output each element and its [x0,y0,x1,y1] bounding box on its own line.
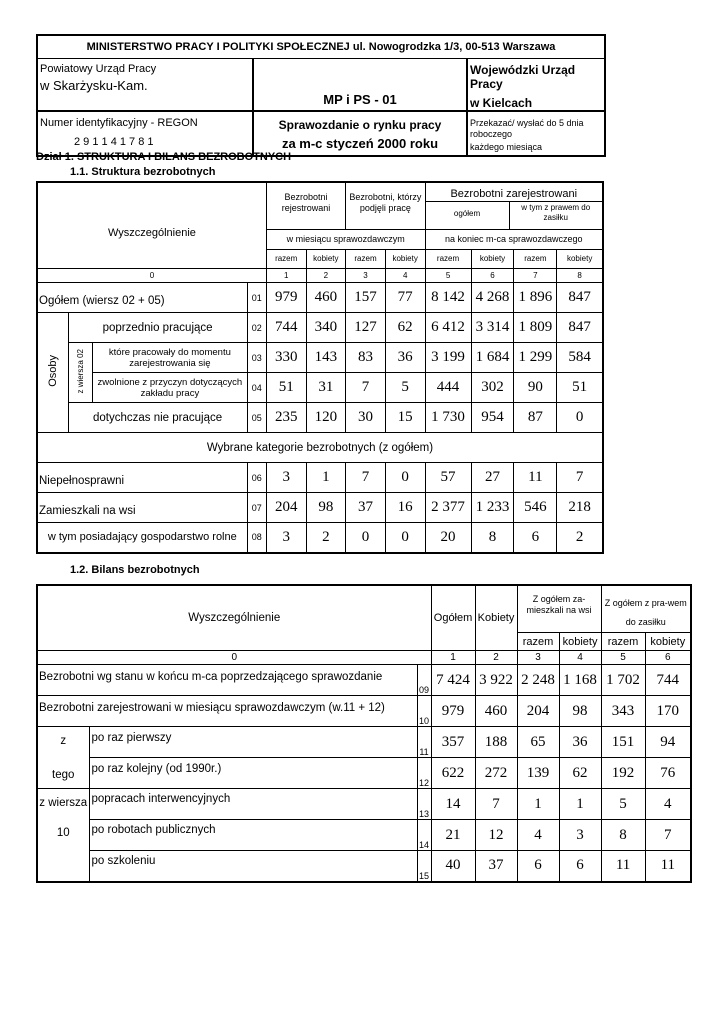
z-wiersza-side-label [68,343,93,403]
row-label: po szkoleniu [89,851,417,882]
cell: 0 [385,463,425,493]
cell: 3 [266,523,306,553]
cell: 5 [601,789,645,820]
cell: 143 [306,343,346,373]
send-note-cell [467,111,605,156]
cell: 98 [559,696,601,727]
row-code: 01 [247,283,266,313]
cell: 62 [559,758,601,789]
row-label: Ogółem (wiersz 02 + 05) [37,283,247,313]
cell: 20 [425,523,471,553]
cell: 218 [557,493,603,523]
cell: 16 [385,493,425,523]
cell: 8 [601,820,645,851]
table-row [37,373,603,403]
row-label: poprzednio pracujące [68,313,247,343]
send-note-2: każdego miesiąca [470,141,543,152]
cell: 94 [645,727,691,758]
row-label: zwolnione z przyczyn dotyczących zakładu pracy [93,373,247,403]
z-wiersza-text: z wiersza [39,797,88,809]
cell: 5 [385,373,425,403]
h-kobiety: kobiety [471,250,514,269]
cell: 1 684 [471,343,514,373]
table-row [37,727,691,758]
row-label: Bezrobotni zarejestrowani w miesiącu sprawozdawczym (w.11 + 12) [37,696,417,727]
h-kobiety: kobiety [559,633,601,651]
table-row [37,820,691,851]
section-1-2-title: 1.2. Bilans bezrobotnych [70,564,200,576]
cell: 546 [514,493,557,523]
cell: 151 [601,727,645,758]
cell: 1 [517,789,559,820]
z-wiersza-side-label [37,789,89,882]
cell: 1 168 [559,665,601,696]
voivodeship-city: w Kielcach [470,95,533,110]
cell: 6 412 [425,313,471,343]
row-label: dotychczas nie pracujące [68,403,247,433]
cell: 51 [266,373,306,403]
cell: 979 [431,696,475,727]
col-number: 3 [517,651,559,665]
cell: 21 [431,820,475,851]
cell: 622 [431,758,475,789]
cell: 979 [266,283,306,313]
office-label: Powiatowy Urząd Pracy [40,62,157,75]
cell: 31 [306,373,346,403]
row-code: 09 [417,665,431,696]
office-cell [37,58,253,111]
cell: 1 299 [514,343,557,373]
table-row [37,343,603,373]
row-label: które pracowały do momentu zarejestrowania się [93,343,247,373]
cell: 584 [557,343,603,373]
row-label: Zamieszkali na wsi [37,493,247,523]
cell: 1 730 [425,403,471,433]
cell: 3 [266,463,306,493]
cell: 120 [306,403,346,433]
row-code: 11 [417,727,431,758]
cell: 3 199 [425,343,471,373]
cell: 272 [475,758,517,789]
z-wiersza-text: z wiersza 02 [75,349,85,394]
col-number: 6 [645,651,691,665]
z-tego-side-label [37,727,89,789]
cell: 7 [346,463,386,493]
table-row [37,523,603,553]
col-number: 1 [431,651,475,665]
cell: 15 [385,403,425,433]
table-row [37,696,691,727]
cell: 0 [346,523,386,553]
cell: 192 [601,758,645,789]
cell: 11 [514,463,557,493]
cell: 744 [645,665,691,696]
cell: 1 [559,789,601,820]
cell: 7 [475,789,517,820]
cell: 4 268 [471,283,514,313]
table-row [37,789,691,820]
row-code: 03 [247,343,266,373]
column-numbers [37,651,691,665]
col-number: 2 [306,269,346,283]
selected-categories-heading: Wybrane kategorie bezrobotnych (z ogółem) [37,433,603,463]
cell: 83 [346,343,386,373]
form-code: MP i PS - 01 [253,58,467,111]
cell: 11 [601,851,645,882]
cell: 11 [645,851,691,882]
cell: 7 [645,820,691,851]
table-row [37,313,603,343]
z-text: z [60,734,67,747]
cell: 460 [475,696,517,727]
regon-value: 2 9 1 1 4 1 7 8 1 [74,135,154,148]
h-started-work: Bezrobotni, którzy podjęli pracę [346,182,425,230]
h-kobiety: kobiety [645,633,691,651]
col-number: 8 [557,269,603,283]
cell: 36 [559,727,601,758]
cell: 77 [385,283,425,313]
row-label: po robotach publicznych [89,820,417,851]
report-header [36,34,606,157]
row-code: 15 [417,851,431,882]
regon-label: Numer identyfikacyjny - REGON [40,116,198,129]
cell: 343 [601,696,645,727]
cell: 98 [306,493,346,523]
cell: 37 [346,493,386,523]
report-title-cell [253,111,467,156]
h-benefit: Z ogółem z pra-wem do zasiłku [601,585,691,633]
cell: 76 [645,758,691,789]
cell: 1 809 [514,313,557,343]
cell: 0 [385,523,425,553]
row-code: 07 [247,493,266,523]
col-desc: Wyszczególnienie [37,182,266,269]
balance-table [36,584,692,883]
cell: 62 [385,313,425,343]
cell: 2 [557,523,603,553]
row-code: 12 [417,758,431,789]
cell: 744 [266,313,306,343]
cell: 460 [306,283,346,313]
row-code: 08 [247,523,266,553]
cell: 1 702 [601,665,645,696]
row-label: popracach interwencyjnych [89,789,417,820]
cell: 7 [346,373,386,403]
cell: 340 [306,313,346,343]
cell: 170 [645,696,691,727]
h-rural: Z ogółem za-mieszkali na wsi [517,585,601,633]
cell: 847 [557,283,603,313]
cell: 2 377 [425,493,471,523]
cell: 847 [557,313,603,343]
cell: 3 922 [475,665,517,696]
col-number: 0 [37,651,431,665]
h-razem: razem [514,250,557,269]
section-1-title: Dział 1. STRUKTURA I BILANS BEZROBOTNYCH [36,151,292,163]
cell: 40 [431,851,475,882]
h-razem: razem [517,633,559,651]
cell: 8 142 [425,283,471,313]
table-row [37,665,691,696]
cell: 3 [559,820,601,851]
cell: 12 [475,820,517,851]
cell: 6 [559,851,601,882]
regon-cell [37,111,253,156]
office-city: w Skarżysku-Kam. [40,77,148,93]
column-numbers [37,269,603,283]
cell: 954 [471,403,514,433]
row-label: po raz kolejny (od 1990r.) [89,758,417,789]
h-women: Kobiety [475,585,517,651]
row-code: 13 [417,789,431,820]
section-1-1-title: 1.1. Struktura bezrobotnych [70,166,216,178]
h-registered-end-cell [425,182,603,230]
col-number: 4 [559,651,601,665]
table-row [37,463,603,493]
row-label: w tym posiadający gospodarstwo rolne [37,523,247,553]
cell: 235 [266,403,306,433]
cell: 204 [266,493,306,523]
cell: 444 [425,373,471,403]
h-razem: razem [601,633,645,651]
table-row [37,283,603,313]
cell: 302 [471,373,514,403]
row-label: po raz pierwszy [89,727,417,758]
col-number: 1 [266,269,306,283]
cell: 1 896 [514,283,557,313]
cell: 51 [557,373,603,403]
cell: 357 [431,727,475,758]
cell: 139 [517,758,559,789]
ministry-line: MINISTERSTWO PRACY I POLITYKI SPOŁECZNEJ ul. Nowogrodzka 1/3, 00-513 Warszawa [37,35,605,58]
row-code: 06 [247,463,266,493]
col-number: 3 [346,269,386,283]
table-row [37,403,603,433]
h-razem: razem [425,250,471,269]
cell: 14 [431,789,475,820]
cell: 6 [517,851,559,882]
h-razem: razem [266,250,306,269]
voivodeship-office: Wojewódzki Urząd Pracy [470,62,576,91]
cell: 90 [514,373,557,403]
table-row [37,758,691,789]
cell: 2 248 [517,665,559,696]
cell: 2 [306,523,346,553]
col-number: 2 [475,651,517,665]
h-registered-end: Bezrobotni zarejestrowani [426,187,603,202]
table-row [37,851,691,882]
h-kobiety: kobiety [306,250,346,269]
cell: 204 [517,696,559,727]
cell: 6 [514,523,557,553]
cell: 37 [475,851,517,882]
cell: 157 [346,283,386,313]
cell: 30 [346,403,386,433]
cell: 27 [471,463,514,493]
osoby-side-label [37,313,68,433]
h-total: ogółem [426,202,510,229]
row-code: 05 [247,403,266,433]
col-number: 5 [601,651,645,665]
cell: 57 [425,463,471,493]
col-number: 6 [471,269,514,283]
cell: 1 [306,463,346,493]
h-in-month: w miesiącu sprawozdawczym [266,230,425,250]
h-kobiety: kobiety [385,250,425,269]
cell: 36 [385,343,425,373]
col-number: 7 [514,269,557,283]
row-code: 04 [247,373,266,403]
row-code: 02 [247,313,266,343]
cell: 7 424 [431,665,475,696]
col-desc: Wyszczególnienie [37,585,431,651]
cell: 0 [557,403,603,433]
cell: 1 233 [471,493,514,523]
row-label: Niepełnosprawni [37,463,247,493]
cell: 188 [475,727,517,758]
h-kobiety: kobiety [557,250,603,269]
row-label: Bezrobotni wg stanu w końcu m-ca poprzedzającego sprawozdanie [37,665,417,696]
row-code: 10 [417,696,431,727]
cell: 127 [346,313,386,343]
cell: 4 [645,789,691,820]
h-total: Ogółem [431,585,475,651]
structure-table [36,181,604,554]
h-razem: razem [346,250,386,269]
cell: 3 314 [471,313,514,343]
h-benefit: w tym z prawem do zasiłku [521,203,591,222]
col-number: 0 [37,269,266,283]
col-number: 4 [385,269,425,283]
report-title: Sprawozdanie o rynku pracy [278,117,442,132]
report-period: za m-c styczeń 2000 roku [281,135,439,151]
h-registered: Bezrobotni rejestrowani [266,182,345,230]
table-row [37,493,603,523]
cell: 4 [517,820,559,851]
cell: 7 [557,463,603,493]
tego-text: tego [52,768,75,781]
row-code: 14 [417,820,431,851]
cell: 87 [514,403,557,433]
osoby-text: Osoby [46,355,59,387]
send-note-1: Przekazać/ wysłać do 5 dnia roboczego [470,117,584,139]
cell: 65 [517,727,559,758]
col-number: 5 [425,269,471,283]
voivodeship-cell [467,58,605,111]
cell: 8 [471,523,514,553]
ten-text: 10 [56,827,70,839]
h-end-month: na koniec m-ca sprawozdawczego [425,230,603,250]
cell: 330 [266,343,306,373]
